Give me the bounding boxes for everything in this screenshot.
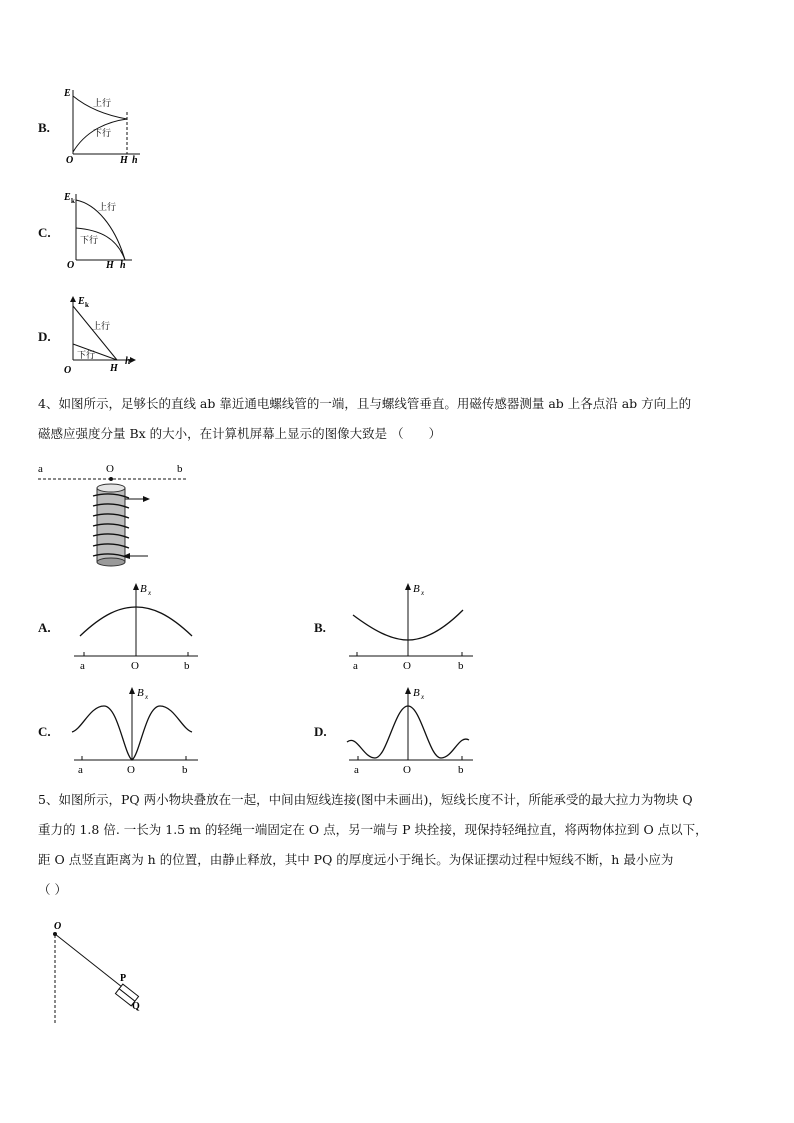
q5-line-3: 距 O 点竖直距离为 h 的位置，由静止释放，其中 PQ 的厚度远小于绳长。为保证摆动过程中短线不断，h 最小应为 [38,852,674,867]
pendulum-o-label: O [54,921,62,932]
q4-b-tick-b: b [458,660,464,672]
graph-b-mark: H [120,155,128,166]
q4-d-axis: B [413,687,420,699]
q4-option-c-label: C. [38,724,51,739]
graph-d-y-sub: k [85,301,89,309]
q4-b-axis-sub: x [421,589,425,597]
q4-line-1: 4、如图所示，足够长的直线 ab 靠近通电螺线管的一端，且与螺线管垂直。用磁传感器测量 ab 上各点沿 ab 方向上的 [38,396,692,411]
q4-b-tick-o: O [403,660,411,672]
pendulum-figure [40,915,170,1027]
q4-d-tick-b: b [458,764,464,776]
q4-graph-d [343,684,483,778]
graph-c-up-label: 上行 [98,202,117,212]
graph-c-y-axis: E [64,192,71,203]
q4-d-tick-a: a [354,764,359,776]
fig-b-label: b [177,463,183,475]
q4-line-2: 磁感应强度分量 Bx 的大小，在计算机屏幕上显示的图像大致是 （ ） [38,426,442,441]
q4-c-tick-b: b [182,764,188,776]
q4-a-tick-a: a [80,660,85,672]
graph-b [60,84,150,166]
q4-d-axis-sub: x [421,693,425,701]
graph-d-x-axis: h [125,356,131,367]
q4-c-axis: B [137,687,144,699]
q4-a-tick-b: b [184,660,190,672]
graph-b-up-label: 上行 [93,98,112,108]
q4-a-tick-o: O [131,660,139,672]
q4-graph-b [343,580,483,672]
q5-line-2: 重力的 1.8 倍. 一长为 1.5 m 的轻绳一端固定在 O 点，另一端与 P 块拴接，现保持轻绳拉直，将两物体拉到 O 点以下， [38,822,708,837]
fig-a-label: a [38,463,43,475]
q4-graph-a [68,580,208,672]
q4-a-axis: B [140,583,147,595]
graph-b-x-axis: h [132,155,138,166]
graph-b-origin: O [66,155,74,166]
q5-line-1: 5、如图所示，PQ 两小物块叠放在一起，中间由短线连接(图中未画出)，短线长度不计，所能承受的最大拉力为物块 Q [38,792,693,807]
fig-o-label: O [106,463,114,475]
q5-line-4: （ ） [38,882,67,897]
option-d-label: D. [38,329,51,344]
graph-d-y-axis: E [78,296,85,307]
q4-a-axis-sub: x [148,589,152,597]
q4-b-axis: B [413,583,420,595]
q4-d-tick-o: O [403,764,411,776]
graph-d-up-label: 上行 [92,321,111,331]
graph-d-mark: H [110,363,118,374]
graph-c-origin: O [67,260,75,271]
q4-option-a-label: A. [38,620,51,635]
option-c-label: C. [38,225,51,240]
q4-graph-c [68,684,208,778]
graph-c-x-axis: h [120,260,126,271]
option-b-label: B. [38,120,50,135]
q4-option-b-label: B. [314,620,326,635]
graph-d-origin: O [64,365,72,376]
q4-c-tick-a: a [78,764,83,776]
graph-b-down-label: 下行 [93,128,112,138]
graph-d [60,294,150,378]
solenoid-figure [30,458,200,573]
q4-c-axis-sub: x [145,693,149,701]
graph-c-y-sub: k [71,197,75,205]
graph-b-y-axis: E [64,88,71,99]
pendulum-q-label: Q [132,1001,140,1012]
graph-d-down-label: 下行 [77,350,96,360]
pendulum-p-label: P [120,973,127,984]
q4-c-tick-o: O [127,764,135,776]
graph-c [60,188,150,274]
q4-option-d-label: D. [314,724,327,739]
q4-b-tick-a: a [353,660,358,672]
graph-c-down-label: 下行 [80,235,99,245]
graph-c-mark: H [106,260,114,271]
